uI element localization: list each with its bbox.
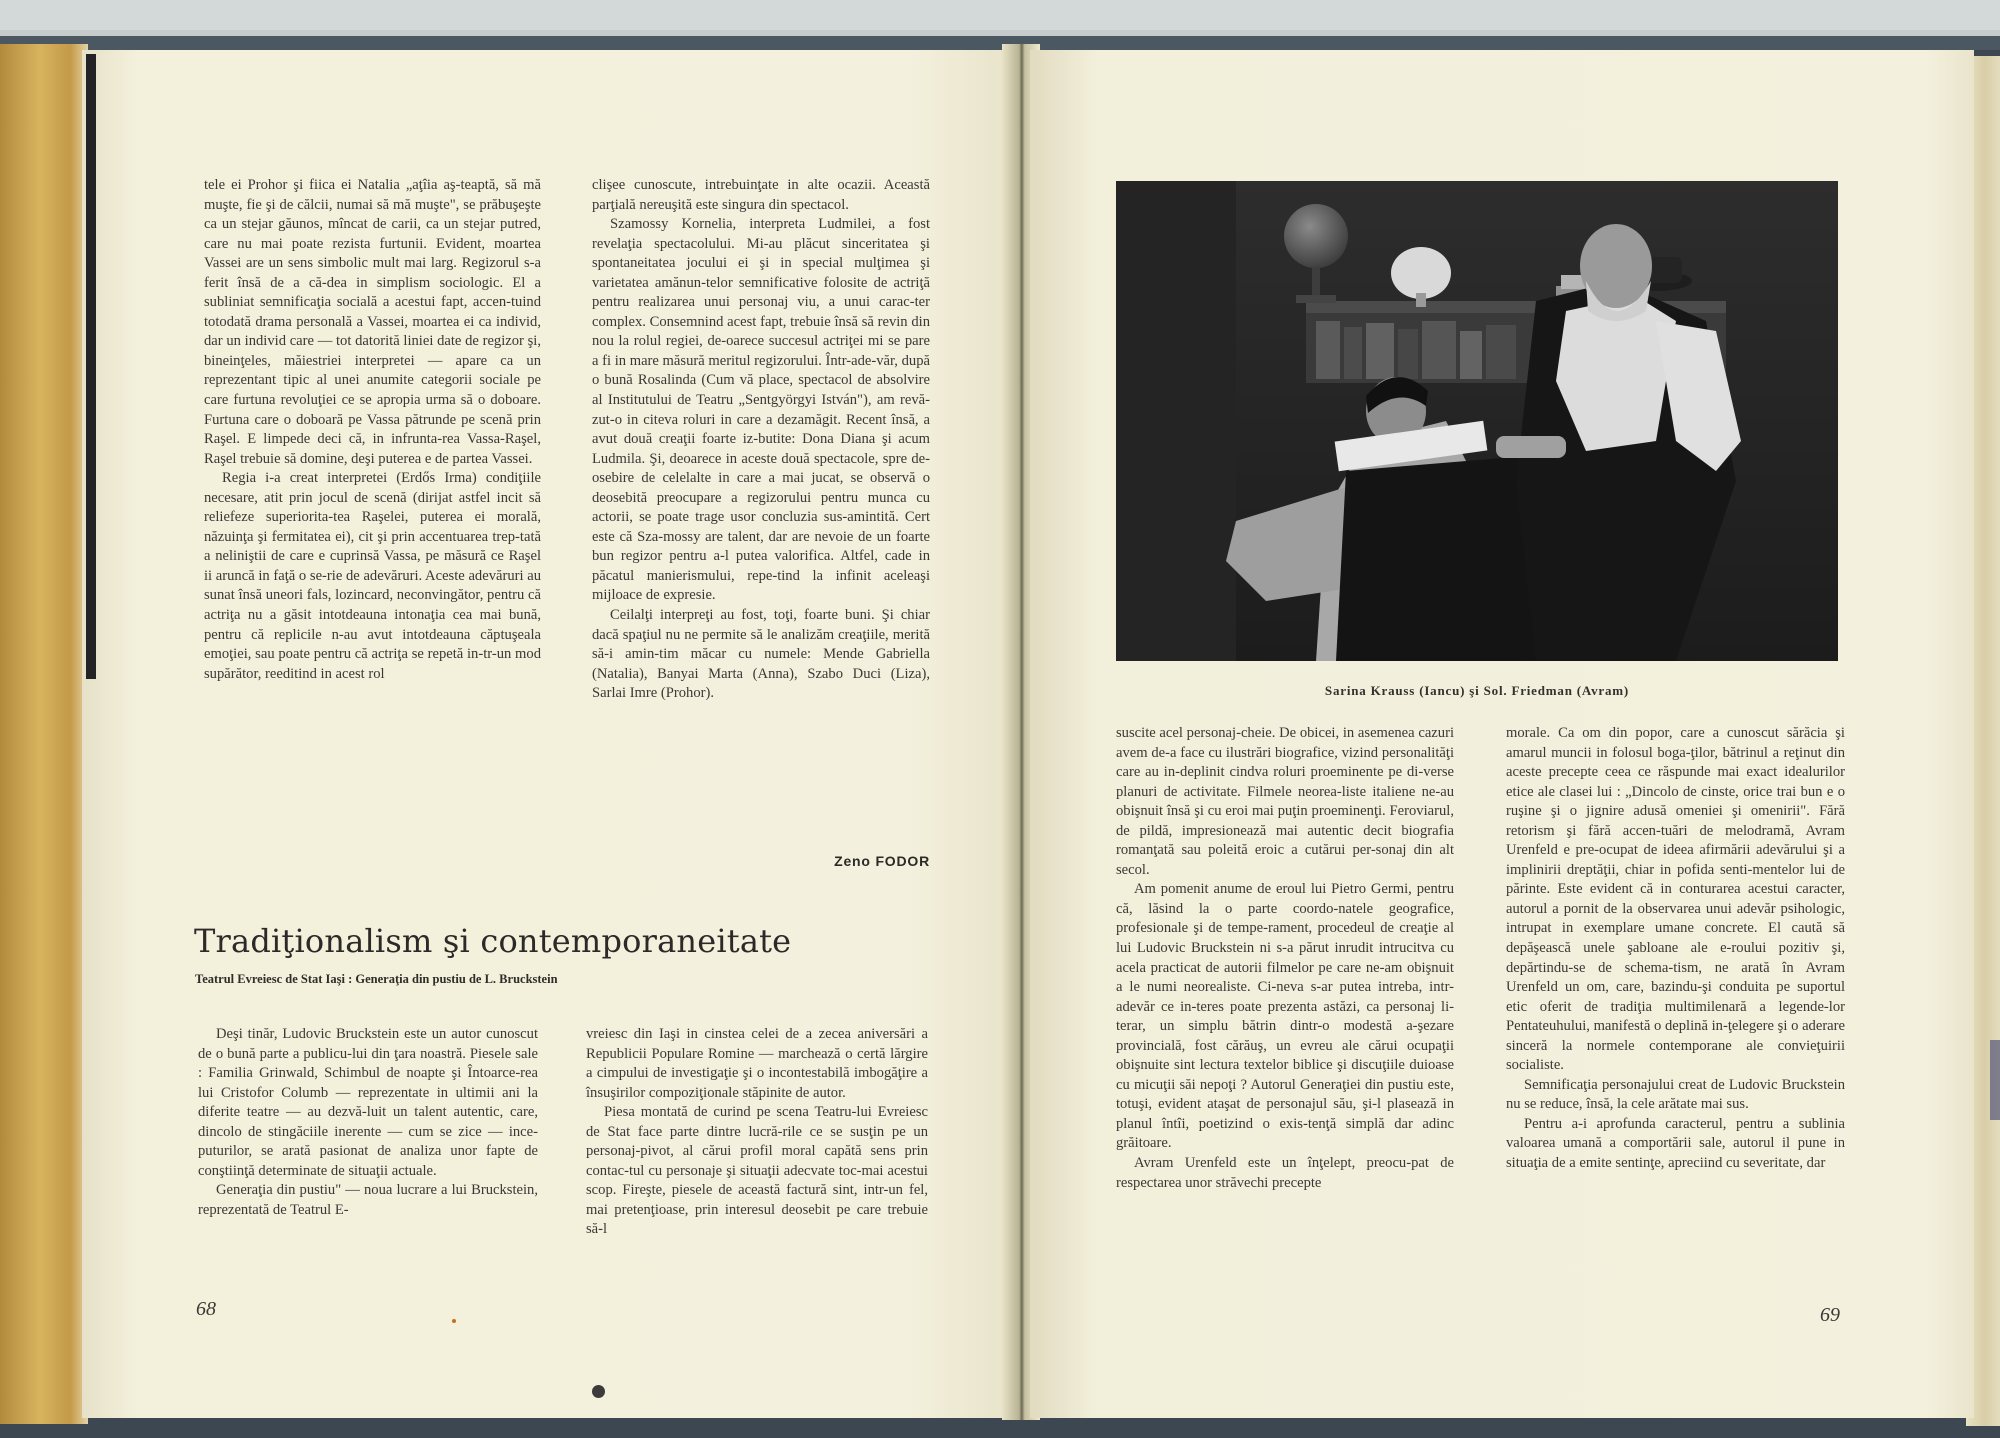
left-column-4	[586, 1025, 928, 1240]
paragraph: Avram Urenfeld este un înţelept, preocu-pat de respectarea unor străvechi precepte	[1116, 1155, 1454, 1191]
left-column-1	[204, 176, 541, 684]
left-page-margin-bar	[86, 54, 96, 679]
paragraph: morale. Ca om din popor, care a cunoscut sărăcia şi amarul muncii in folosul boga-ţilor, bătrinul a reţinut din aceste precepte ceea ce răspunde mai exact idealurilor etice ale clasei lui : „Dincolo de cinste, orice trai bun e o ruşine şi o jignire adusă omeniei şi omenirii". Fără retorism şi fără accen-tuări de melodramă, Avram Urenfeld e pre-ocupat de ideea afirmării adevărului şi a implinirii dreptăţii, chiar in pofida senti-mentelor lui de părinte. Este evident că in conturarea acestui caracter, autorul a pornit de la observarea unui adevăr psihologic, intrupat in exemplare umane concrete. El caută să depăşească unele şabloane ale e-roului pozitiv şi, depărtindu-se de schema-tism, ne arată în Avram Urenfeld un om, care, bazindu-şi conduita pe suportul etic oferit de tradiţia multimilenară a legende-lor Pentateuhului, manifestă o deplină in-ţelegere şi o aderare sinceră la normele contemporane ale convieţuirii socialiste.	[1506, 725, 1845, 1074]
paragraph: Pentru a-i aprofunda caracterul, pentru a sublinia valoarea umană a comportării sale, autorul il pune in situaţia de a emite sentinţe, apreciind cu severitate, dar	[1506, 1115, 1845, 1172]
left-column-3	[198, 1025, 538, 1220]
ink-spot	[452, 1319, 456, 1323]
article-subheading: Teatrul Evreiesc de Stat Iaşi : Generaţia din pustiu de L. Bruckstein	[195, 972, 558, 986]
right-column-2	[1506, 724, 1845, 1174]
paragraph: Am pomenit anume de eroul lui Pietro Germi, pentru că, lăsind la o parte coordo-natele geografice, profesionale şi de tempe-rament, procedeul de creaţie al lui Ludovic Bruckstein ni s-a părut inrudit intrucitva cu acela practicat de autorii filmelor pe care ne-am obişnuit a le numi neorealiste. Ci-neva s-ar putea intreba, intr-adevăr ce in-teres poate prezenta astăzi, ca personaj li-terar, un simplu bătrin dintr-o modestă a-şezare provincială, fost cărăuş, un evreu ale cărui ocupaţii obişnuite sint lectura textelor biblice şi discuţiile duioase cu micuţii săi nepoţi ? Autorul Generaţiei din pustiu este, totuşi, evident ataşat de personajul său, şi-l plasează in planul întîi, poetizind o exis-tenţă simplă dar adinc grăitoare.	[1116, 881, 1454, 1152]
right-column-1	[1116, 724, 1454, 1193]
paragraph: Deşi tinăr, Ludovic Bruckstein este un autor cunoscut de o bună parte a publicu-lui din ţara noastră. Piesele sale : Familia Grinwald, Schimbul de noapte şi Întoarce-rea lui Cristofor Columb — reprezentate in ultimii ani la diferite teatre — au dezvă-luit un talent autentic, care, dincolo de stingăciile inerente — cum se zice — ince-puturilor, se arată pasionat de analiza unor fapte de conştiinţă determinate de situaţii actuale.	[198, 1026, 538, 1179]
book-marker-tab	[1990, 1040, 2000, 1120]
article-signature: Zeno FODOR	[834, 853, 930, 869]
paragraph: Generaţia din pustiu" — noua lucrare a lui Bruckstein, reprezentată de Teatrul E-	[198, 1182, 538, 1218]
stage-photo	[1116, 181, 1838, 661]
paragraph: vreiesc din Iaşi in cinstea celei de a zecea aniversări a Republicii Populare Romine — marchează o certă lărgire a cimpului de investigaţie şi o incontestabilă imbogăţire a însuşirilor compoziţionale stăpinite de autor.	[586, 1026, 928, 1101]
paragraph: suscite acel personaj-cheie. De obicei, in asemenea cazuri avem de-a face cu ilustrări biografice, vizind personalităţi care au in-deplinit cindva roluri proeminente pe di-verse planuri de activitate. Filmele neorea-liste italiene ne-au obişnuit însă şi cu eroi mai puţin proeminenţi. Feroviarul, de pildă, impresionează mai autentic decit biografia romanţată sau poleită eroic a cutărui per-sonaj din alt secol.	[1116, 725, 1454, 878]
paragraph: Ceilalţi interpreţi au fost, toţi, foarte buni. Şi chiar dacă spaţiul nu ne permite să le analizăm creaţiile, merită să-i amin-tim măcar cu numele: Mende Gabriella (Natalia), Banyai Marta (Anna), Szabo Duci (Liza), Sarlai Imre (Prohor).	[592, 607, 930, 702]
background-strip	[0, 0, 2000, 30]
paragraph: Regia i-a creat interpretei (Erdős Irma) condiţiile necesare, atit prin jocul de scenă (dirijat astfel incit să reliefeze superiorita-tea Raşelei, puterea ei morală, năzuinţa şi fermitatea ei), cit şi prin accentuarea trep-tată a neliniştii de care e cuprinsă Vassa, pe măsură ce Raşel ii aruncă in faţă o se-rie de adevăruri. Aceste adevăruri au sunat însă uneori fals, lozincard, neconvingător, pentru că actriţa nu a găsit intotdeauna intonaţia cea mai bună, pentru că replicile n-au avut intotdeauna căptuşeala emoţiei, sau poate pentru că actriţa se repetă in-tr-un mod supărător, reeditind in acest rol	[204, 470, 541, 682]
left-column-2	[592, 176, 930, 704]
photo-caption: Sarina Krauss (Iancu) şi Sol. Friedman (Avram)	[1324, 683, 1630, 698]
binding-rivet	[592, 1385, 605, 1398]
paragraph: tele ei Prohor şi fiica ei Natalia „aţîia aş-teaptă, să mă muşte, fie şi de călcii, numai să mă muşte", se prăbuşeşte ca un stejar găunos, mîncat de carii, ca un stejar putred, care nu mai poate rezista furtunii. Evident, moartea Vassei are un sens simbolic mult mai larg. Regizorul s-a ferit însă de a că-dea in simplism sociologic. El a subliniat semnificaţia socială a acestui fapt, accen-tuind totodată drama personală a Vassei, moartea ei ca individ, dar un individ care — tot datorită liniei date de regizor şi, bineinţeles, măiestriei interpretei — apare ca un reprezentant tipic al unei anumite categorii sociale pe care furtuna revoluţiei ce se apropia urma să o doboare. Furtuna care o doboară pe Vassa pătrunde pe scenă prin Raşel. E limpede deci că, in infrunta-rea Vassa-Raşel, Raşel trebuie să domine, deşi puterea e de partea Vassei.	[204, 177, 541, 467]
paragraph: Piesa montată de curind pe scena Teatru-lui Evreiesc de Stat face parte dintre lucră-rile ce se susţin pe un personaj-pivot, al cărui profil moral capătă sens prin contac-tul cu personaje şi situaţii adecvate toc-mai acestui scop. Fireşte, piesele de această factură sint, intr-un fel, mai pretenţioase, prin interesul deosebit pe care trebuie să-l	[586, 1104, 928, 1238]
page-number-left: 68	[196, 1298, 216, 1320]
stage-photo-image	[1116, 181, 1838, 661]
paragraph: Semnificaţia personajului creat de Ludovic Bruckstein nu se reduce, însă, la cele arătate mai sus.	[1506, 1076, 1845, 1113]
paragraph: Szamossy Kornelia, interpreta Ludmilei, a fost revelaţia spectacolului. Mi-au plăcut sinceritatea şi spontaneitatea jocului ei şi in special mulţimea şi varietatea amănun-telor semnificative folosite de actriţă pentru realizarea unui personaj viu, a unui carac-ter complex. Consemnind acest fapt, trebuie însă să revin din nou la rolul regiei, de-oarece succesul actriţei mi se pare a fi in mare măsură meritul regizorului. Într-ade-văr, după o bună Rosalinda (Cum vă place, spectacol de absolvire al Institutului de Teatru „Sentgyörgyi István"), am revă-zut-o in citeva roluri in care a dezamăgit. Recent însă, a avut două creaţii foarte iz-butite: Dona Diana şi acum Ludmila. Şi, deoarece in aceste două spectacole, spre de-osebire de celelalte in care a mai jucat, se observă o deosebită preocupare a regizorului pentru munca cu actorii, se poate trage usor concluzia sus-amintită. Cert este că Sza-mossy are talent, dar are nevoie de un foarte bun regizor pentru a-l putea valorifica. Altfel, cade in păcatul manierismului, repe-tind la infinit aceleaşi mijloace de expresie.	[592, 216, 930, 604]
page-number-right: 69	[1820, 1304, 1840, 1326]
paragraph: clişee cunoscute, intrebuinţate in alte ocazii. Această parţială nereuşită este singura din spectacol.	[592, 177, 930, 213]
book-cover-edge	[0, 36, 2000, 50]
article-headline: Tradiţionalism şi contemporaneitate	[194, 922, 792, 960]
page-block-left-edge	[0, 44, 88, 1424]
